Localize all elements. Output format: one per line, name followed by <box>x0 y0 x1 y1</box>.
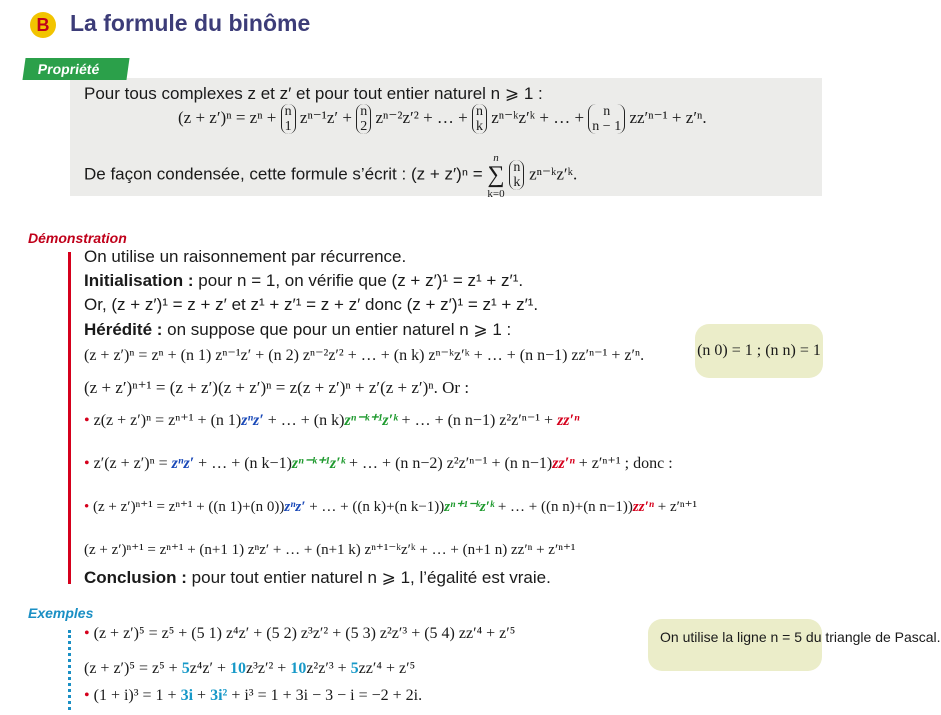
examples-dots <box>68 630 71 710</box>
demo-conclusion: Conclusion : pour tout entier naturel n ⩾ 1, l’égalité est vraie. <box>84 568 551 587</box>
binom-n-1: n 1 <box>281 104 296 134</box>
condensed-text: De façon condensée, cette formule s’écrit : (z + z′)ⁿ = <box>84 164 483 184</box>
binom-n-nm1: n n − 1 <box>588 104 625 134</box>
demo-note: (n 0) = 1 ; (n n) = 1 <box>695 324 823 378</box>
demo-line9: • (z + z′)ⁿ⁺¹ = zⁿ⁺¹ + ((n 1)+(n 0))zⁿz′ + … + ((n k)+(n k−1))zⁿ⁺¹⁻ᵏz′ᵏ + … + ((n n)+(n n−1))zz′ⁿ + z′ⁿ⁺¹ <box>84 499 698 515</box>
binom-n-k-sum: n k <box>509 160 524 190</box>
demo-line7: • z(z + z′)ⁿ = zⁿ⁺¹ + (n 1)zⁿz′ + … + (n k)zⁿ⁻ᵏ⁺¹z′ᵏ + … + (n n−1) z²z′ⁿ⁻¹ + zz′ⁿ <box>84 412 580 429</box>
formula-lead: (z + z′)ⁿ = zⁿ + <box>178 108 277 127</box>
demo-bar <box>68 252 71 584</box>
section-badge: B <box>30 12 56 38</box>
formula-end: zz′ⁿ⁻¹ + z′ⁿ. <box>629 108 707 127</box>
binom-n-2: n 2 <box>356 104 371 134</box>
demo-line3: Or, (z + z′)¹ = z + z′ et z¹ + z′¹ = z + z′ donc (z + z′)¹ = z¹ + z′¹. <box>84 295 539 314</box>
property-intro: Pour tous complexes z et z′ et pour tout entier naturel n ⩾ 1 : <box>84 84 543 103</box>
formula-mid1: zⁿ⁻¹z′ + <box>299 108 352 127</box>
example-1: • (z + z′)⁵ = z⁵ + (5 1) z⁴z′ + (5 2) z³z′² + (5 3) z²z′³ + (5 4) zz′⁴ + z′⁵ <box>84 625 516 642</box>
demo-heredite: Hérédité : on suppose que pour un entier naturel n ⩾ 1 : <box>84 320 512 339</box>
example-2: (z + z′)⁵ = z⁵ + 5z⁴z′ + 10z³z′² + 10z²z′³ + 5zz′⁴ + z′⁵ <box>84 660 416 677</box>
formula-mid2: zⁿ⁻²z′² + … + <box>375 108 468 127</box>
page-title: La formule du binôme <box>70 10 311 36</box>
demo-heading: Démonstration <box>28 230 127 246</box>
formula-mid3: zⁿ⁻ᵏz′ᵏ + … + <box>491 108 585 127</box>
demo-line6: (z + z′)ⁿ⁺¹ = (z + z′)(z + z′)ⁿ = z(z + z′)ⁿ + z′(z + z′)ⁿ. Or : <box>84 378 470 397</box>
examples-heading: Exemples <box>28 605 94 621</box>
demo-line8: • z′(z + z′)ⁿ = zⁿz′ + … + (n k−1)zⁿ⁻ᵏ⁺¹z′ᵏ + … + (n n−2) z²z′ⁿ⁻¹ + (n n−1)zz′ⁿ + z′ⁿ⁺¹ ; donc : <box>84 455 673 472</box>
binom-n-k: n k <box>472 104 487 134</box>
example-3: • (1 + i)³ = 1 + 3i + 3i² + i³ = 1 + 3i − 3 − i = −2 + 2i. <box>84 687 423 704</box>
binomial-formula <box>178 100 707 136</box>
demo-line10: (z + z′)ⁿ⁺¹ = zⁿ⁺¹ + (n+1 1) zⁿz′ + … + (n+1 k) zⁿ⁺¹⁻ᵏz′ᵏ + … + (n+1 n) zz′ⁿ + z′ⁿ⁺¹ <box>84 542 576 558</box>
condensed-formula <box>84 150 577 200</box>
demo-line5: (z + z′)ⁿ = zⁿ + (n 1) zⁿ⁻¹z′ + (n 2) zⁿ⁻²z′² + … + (n k) zⁿ⁻ᵏz′ᵏ + … + (n n−1) zz′ⁿ⁻¹ + z′ⁿ. <box>84 347 645 364</box>
sum-symbol: n ∑ k=0 <box>487 152 505 200</box>
examples-note: On utilise la ligne n = 5 du triangle de Pascal. <box>648 619 822 671</box>
demo-init: Initialisation : pour n = 1, on vérifie que (z + z′)¹ = z¹ + z′¹. <box>84 271 524 290</box>
condensed-end: zⁿ⁻ᵏz′ᵏ. <box>529 164 578 184</box>
demo-line1: On utilise un raisonnement par récurrence. <box>84 247 407 266</box>
property-tag: Propriété <box>22 58 129 80</box>
